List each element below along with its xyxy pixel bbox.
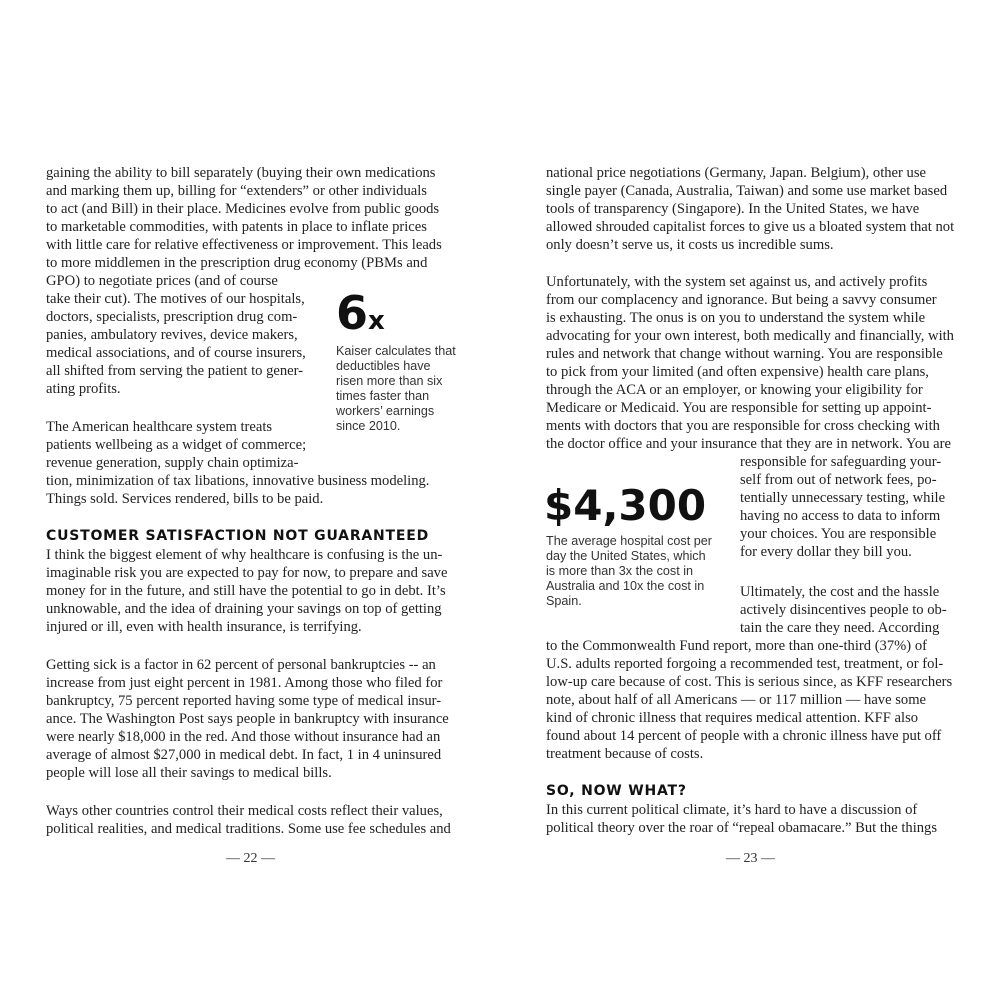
body-line: your choices. You are responsible xyxy=(740,526,937,542)
body-line: Things sold. Services rendered, bills to be paid. xyxy=(46,491,324,507)
body-line: low-up care because of cost. This is serious since, as KFF researchers xyxy=(546,674,953,690)
stat-caption-line: is more than 3x the cost in xyxy=(546,564,693,578)
stat-callout-value: 6x xyxy=(336,286,385,340)
stat-caption-line: Kaiser calculates that xyxy=(336,344,456,358)
body-line: the doctor office and your insurance that they are in network. You are xyxy=(546,436,951,452)
body-line: ments with doctors that you are responsible for cross checking with xyxy=(546,418,940,434)
stat-caption-line: workers’ earnings xyxy=(336,404,435,418)
body-line: tools of transparency (Singapore). In the United States, we have xyxy=(546,201,920,217)
stat-caption-line: The average hospital cost per xyxy=(546,534,712,548)
body-line: tentially unnecessary testing, while xyxy=(740,490,946,506)
body-line: only doesn’t serve us, it costs us incredible sums. xyxy=(546,237,834,253)
body-line: political theory over the roar of “repeal obamacare.” But the things xyxy=(546,820,938,836)
body-line: from our complacency and ignorance. But being a savvy consumer xyxy=(546,292,937,308)
body-line: Ultimately, the cost and the hassle xyxy=(740,584,940,600)
stat-caption-line: times faster than xyxy=(336,389,430,403)
body-line: Medicare or Medicaid. You are responsible for setting up appoint- xyxy=(546,400,932,416)
body-line: The American healthcare system treats xyxy=(46,419,273,435)
body-line: political realities, and medical traditions. Some use fee schedules and xyxy=(46,821,451,837)
page-number: — 22 — xyxy=(226,851,275,866)
body-line: ance. The Washington Post says people in bankruptcy with insurance xyxy=(46,711,449,727)
body-line: to more middlemen in the prescription drug economy (PBMs and xyxy=(46,255,428,271)
body-line: increase from just eight percent in 1981. Among those who filed for xyxy=(46,675,443,691)
body-line: through the ACA or an employer, or knowing your eligibility for xyxy=(546,382,923,398)
body-line: advocating for your own interest, both medically and financially, with xyxy=(546,328,954,344)
body-line: In this current political climate, it’s hard to have a discussion of xyxy=(546,802,918,818)
stat-caption-line: Spain. xyxy=(546,594,582,608)
body-line: revenue generation, supply chain optimiza- xyxy=(46,455,299,471)
right-page xyxy=(500,0,1000,1000)
stat-caption-line: since 2010. xyxy=(336,419,401,433)
section-heading: CUSTOMER SATISFACTION NOT GUARANTEED xyxy=(46,528,430,544)
body-line: national price negotiations (Germany, Japan. Belgium), other use xyxy=(546,165,927,181)
body-line: injured or ill, even with health insurance, is terrifying. xyxy=(46,619,362,635)
body-line: Ways other countries control their medical costs reflect their values, xyxy=(46,803,443,819)
body-line: patients wellbeing as a widget of commerce; xyxy=(46,437,307,453)
stat-caption-line: day the United States, which xyxy=(546,549,706,563)
stat-caption-line: risen more than six xyxy=(336,374,443,388)
body-line: average of almost $27,000 in medical debt. In fact, 1 in 4 uninsured xyxy=(46,747,442,763)
section-heading: SO, NOW WHAT? xyxy=(546,783,687,799)
body-line: treatment because of costs. xyxy=(546,746,704,762)
body-line: to act (and Bill) in their place. Medicines evolve from public goods xyxy=(46,201,440,217)
body-line: kind of chronic illness that requires medical attention. KFF also xyxy=(546,710,919,726)
body-line: to the Commonwealth Fund report, more than one-third (37%) of xyxy=(546,638,927,654)
body-line: people will lose all their savings to medical bills. xyxy=(46,765,332,781)
body-line: found about 14 percent of people with a chronic illness have put off xyxy=(546,728,942,744)
page-number: — 23 — xyxy=(726,851,775,866)
body-line: Unfortunately, with the system set against us, and actively profits xyxy=(546,274,928,290)
body-line: responsible for safeguarding your- xyxy=(740,454,942,470)
body-line: and marking them up, billing for “extenders” or other individuals xyxy=(46,183,427,199)
body-line: all shifted from serving the patient to gener- xyxy=(46,363,304,379)
body-line: take their cut). The motives of our hospitals, xyxy=(46,291,305,307)
stat-caption-line: deductibles have xyxy=(336,359,431,373)
body-line: for every dollar they bill you. xyxy=(740,544,912,560)
body-line: gaining the ability to bill separately (buying their own medications xyxy=(46,165,436,181)
body-line: U.S. adults reported forgoing a recommended test, treatment, or fol- xyxy=(546,656,944,672)
body-line: medical associations, and of course insurers, xyxy=(46,345,306,361)
body-line: ating profits. xyxy=(46,381,121,397)
body-line: actively disincentives people to ob- xyxy=(740,602,947,618)
body-line: tion, minimization of tax libations, innovative business modeling. xyxy=(46,473,430,489)
body-line: GPO) to negotiate prices (and of course xyxy=(46,273,278,289)
body-line: imaginable risk you are expected to pay for now, to prepare and save xyxy=(46,565,448,581)
body-line: self from out of network fees, po- xyxy=(740,472,937,488)
body-line: tain the care they need. According xyxy=(740,620,940,636)
body-line: bankruptcy, 75 percent reported having some type of medical insur- xyxy=(46,693,442,709)
body-line: with little care for relative effectiveness or improvement. This leads xyxy=(46,237,442,253)
body-line: to pick from your limited (and often expensive) health care plans, xyxy=(546,364,929,380)
body-line: to marketable commodities, with patents in place to inflate prices xyxy=(46,219,427,235)
body-line: is exhausting. The onus is on you to understand the system while xyxy=(546,310,926,326)
stat-callout-value: $4,300 xyxy=(544,481,707,530)
body-line: note, about half of all Americans — or 117 million — have some xyxy=(546,692,927,708)
body-line: having no access to data to inform xyxy=(740,508,941,524)
body-line: were nearly $18,000 in the red. And those without insurance had an xyxy=(46,729,441,745)
stat-caption-line: Australia and 10x the cost in xyxy=(546,579,705,593)
body-line: I think the biggest element of why healthcare is confusing is the un- xyxy=(46,547,443,563)
body-line: panies, ambulatory revives, device makers, xyxy=(46,327,298,343)
body-line: unknowable, and the idea of draining your savings on top of getting xyxy=(46,601,442,617)
body-line: money for in the future, and still have the potential to go in debt. It’s xyxy=(46,583,446,599)
body-line: doctors, specialists, prescription drug com- xyxy=(46,309,298,325)
body-line: rules and network that change without warning. You are responsible xyxy=(546,346,943,362)
body-line: allowed shrouded capitalist forces to give us a bloated system that not xyxy=(546,219,955,235)
body-line: single payer (Canada, Australia, Taiwan) and some use market based xyxy=(546,183,948,199)
body-line: Getting sick is a factor in 62 percent of personal bankruptcies -- an xyxy=(46,657,436,673)
stat-callout-suffix: x xyxy=(368,306,385,336)
